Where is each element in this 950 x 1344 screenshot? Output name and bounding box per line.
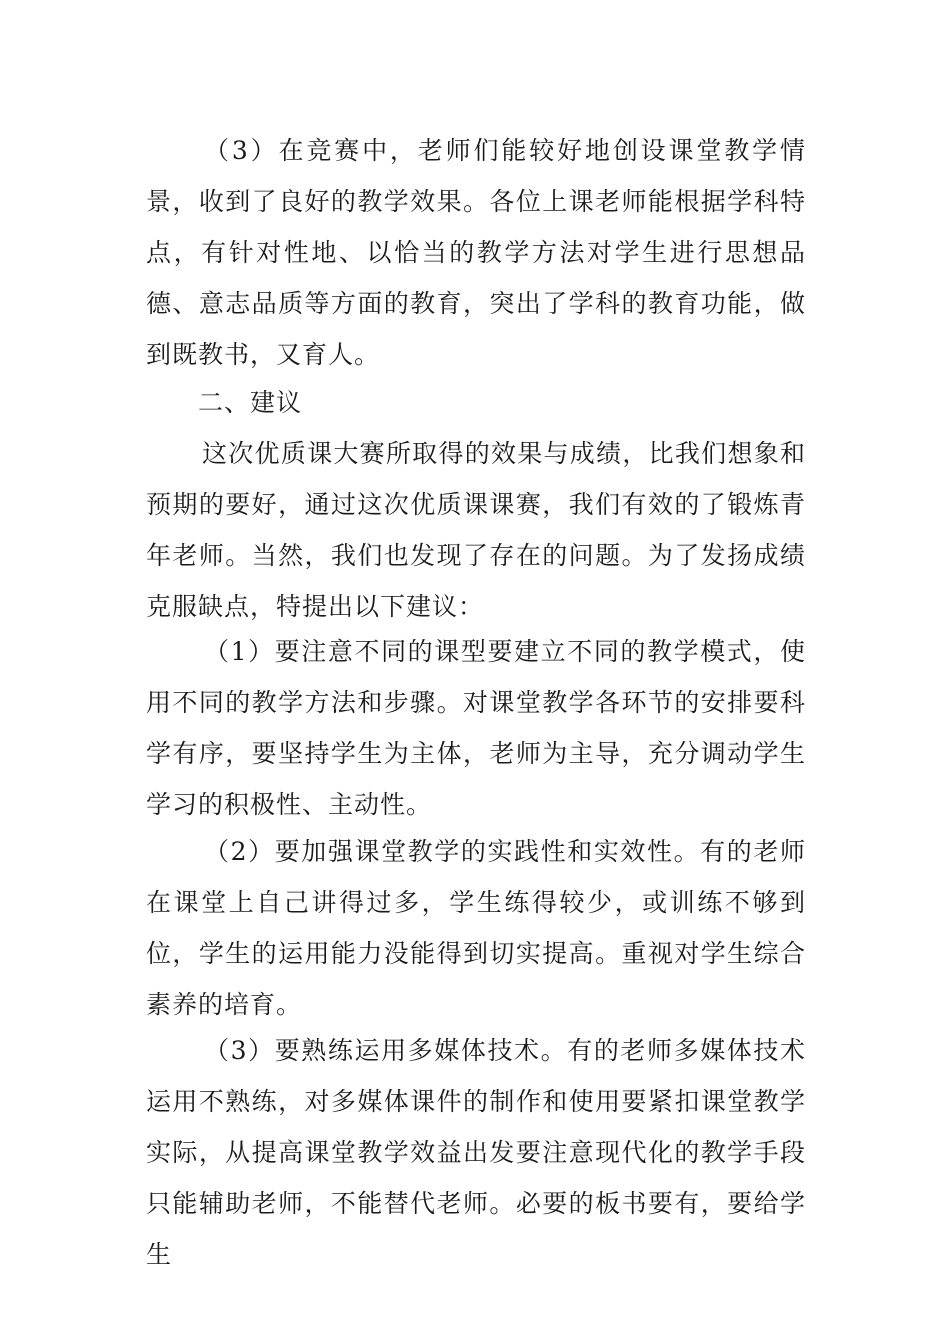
paragraph-suggestion-2: （2）要加强课堂教学的实践性和实效性。有的老师在课堂上自己讲得过多，学生练得较少，或训练不够到位，学生的运用能力没能得到切实提高。重视对学生综合素养的培育。 xyxy=(146,837,806,1019)
paragraph-suggestion-3: （3）要熟练运用多媒体技术。有的老师多媒体技术运用不熟练，对多媒体课件的制作和使用要紧扣课堂教学实际，从提高课堂教学效益出发要注意现代化的教学手段只能辅助老师，不能替代老师。必要的板书要有，要给学生 xyxy=(146,1036,806,1269)
section-heading-suggestions: 二、建议 xyxy=(198,388,303,417)
paragraph-suggestion-1: （1）要注意不同的课型要建立不同的教学模式，使用不同的教学方法和步骤。对课堂教学各环节的安排要科学有序，要坚持学生为主体，老师为主导，充分调动学生学习的积极性、主动性。 xyxy=(146,637,806,819)
paragraph-suggestions-intro: 这次优质课大赛所取得的效果与成绩，比我们想象和预期的要好，通过这次优质课课赛，我们有效的了锻炼青年老师。当然，我们也发现了存在的问题。为了发扬成绩克服缺点，特提出以下建议： xyxy=(146,439,806,621)
paragraph-achievement-3: （3）在竞赛中，老师们能较好地创设课堂教学情景，收到了良好的教学效果。各位上课老师能根据学科特点，有针对性地、以恰当的教学方法对学生进行思想品德、意志品质等方面的教育，突出了学科的教育功能，做到既教书，又育人。 xyxy=(146,136,806,369)
